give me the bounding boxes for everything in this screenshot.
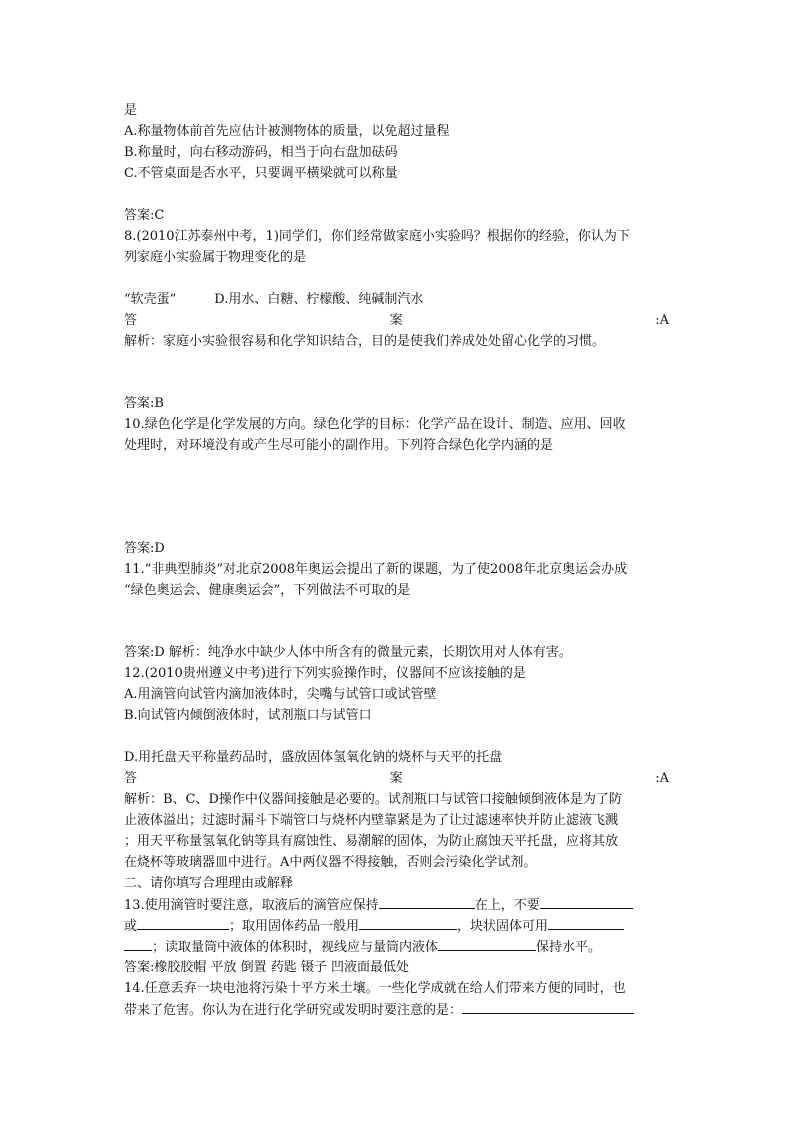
q12-stem: 12.(2010贵州遵义中考)进行下列实验操作时，仪器间不应该接触的是: [124, 666, 526, 681]
q12-option-b: B.向试管内倾倒液体时，试剂瓶口与试管口: [124, 708, 372, 723]
q13-line2: [124, 915, 669, 937]
q8-answer-part3: :A: [655, 313, 669, 328]
q10-stem-line1: 10.绿色化学是化学发展的方向。绿色化学的目标：化学产品在设计、制造、应用、回收: [124, 417, 626, 432]
q12-answer-part1: 答: [124, 771, 138, 786]
q13-line3: [124, 936, 669, 958]
q13-text3: 或: [124, 919, 138, 934]
q12-analysis-line2: 止液体溢出；过滤时漏斗下端管口与烧杯内壁靠紧是为了让过滤速率快并防止滤液飞溅: [124, 813, 619, 828]
q12-answer-part3: :A: [655, 771, 669, 786]
q7-option-c: C.不管桌面是否水平，只要调平横梁就可以称量: [124, 166, 398, 181]
q8-analysis: 解析：家庭小实验很容易和化学知识结合，目的是使我们养成处处留心化学的习惯。: [124, 334, 606, 349]
section-title: 二、请你填写合理理由或解释: [124, 876, 294, 891]
q8-option-partial: “软壳蛋”: [124, 292, 177, 307]
q12-option-d: D.用托盘天平称量药品时，盛放固体氢氧化钠的烧杯与天平的托盘: [124, 750, 503, 765]
q12-analysis-line3: ；用天平称量氢氧化钠等具有腐蚀性、易潮解的固体，为防止腐蚀天平托盘，应将其放: [124, 834, 619, 849]
q7-tail: 是: [124, 103, 138, 118]
q12-analysis-line4: 在烧杯等玻璃器皿中进行。A中两仪器不得接触，否则会污染化学试剂。: [124, 855, 537, 870]
q11-stem-line1: 11.“非典型肺炎”对北京2008年奥运会提出了新的课题，为了使2008年北京奥运会办成: [124, 562, 628, 577]
q12-answer-part2: 案: [389, 771, 403, 786]
q8-answer-part2: 案: [389, 313, 403, 328]
q13-text6: ；读取量筒中液体的体积时，视线应与量筒内液体: [152, 940, 439, 955]
q13-blank7[interactable]: [438, 936, 536, 951]
q8-answer: [124, 310, 669, 331]
q13-text7: 保持水平。: [536, 940, 602, 955]
q14-stem-line2: [124, 999, 669, 1021]
q11-answer: 答案:D 解析：纯净水中缺少人体中所含有的微量元素，长期饮用对人体有害。: [124, 645, 572, 660]
q14-blank[interactable]: [462, 999, 634, 1014]
q12-analysis-line1: 解析：B、C、D操作中仪器间接触是必要的。试剂瓶口与试管口接触倾倒液体是为了防: [124, 792, 622, 807]
q13-blank3[interactable]: [137, 915, 229, 930]
q8-options: [124, 289, 669, 310]
q13-line1: [124, 894, 669, 916]
q13-text4: ；取用固体药品一般用: [229, 919, 360, 934]
q7-option-a: A.称量物体前首先应估计被测物体的质量，以免超过量程: [124, 124, 450, 139]
q10-answer: 答案:D: [124, 541, 165, 556]
q13-blank4[interactable]: [359, 915, 457, 930]
q13-blank6[interactable]: [124, 936, 152, 951]
q13-text1: 13.使用滴管时要注意，取液后的滴管应保持: [124, 898, 379, 913]
q12-answer: [124, 768, 669, 789]
q12-option-a: A.用滴管向试管内滴加液体时，尖嘴与试管口或试管壁: [124, 687, 437, 702]
q13-text5: ，块状固体可用: [457, 919, 549, 934]
q7-option-b: B.称量时，向右移动游码，相当于向右盘加砝码: [124, 145, 398, 160]
q13-blank1[interactable]: [379, 894, 475, 909]
q13-blank5[interactable]: [548, 915, 624, 930]
q8-stem-line1: 8.(2010江苏泰州中考，1)同学们，你们经常做家庭小实验吗？根据你的经验，你认为下: [124, 229, 630, 244]
q13-answer: 答案:橡胶胶帽 平放 倒置 药匙 镊子 凹液面最低处: [124, 960, 410, 975]
q8-option-d: D.用水、白糖、柠檬酸、纯碱制汽水: [214, 292, 424, 307]
q13-text2: 在上，不要: [474, 898, 540, 913]
q8-answer-part1: 答: [124, 313, 138, 328]
q9-answer: 答案:B: [124, 396, 164, 411]
q8-stem-line2: 列家庭小实验属于物理变化的是: [124, 250, 307, 265]
q13-blank2[interactable]: [540, 894, 633, 909]
q10-stem-line2: 处理时，对环境没有或产生尽可能小的副作用。下列符合绿色化学内涵的是: [124, 438, 554, 453]
q14-stem-line1: 14.任意丢弃一块电池将污染十平方米土壤。一些化学成就在给人们带来方便的同时，也: [124, 981, 626, 996]
q11-stem-line2: “绿色奥运会、健康奥运会”，下列做法不可取的是: [124, 583, 411, 598]
q7-answer: 答案:C: [124, 208, 165, 223]
q14-text: 带来了危害。你认为在进行化学研究或发明时要注意的是：: [124, 1003, 463, 1018]
